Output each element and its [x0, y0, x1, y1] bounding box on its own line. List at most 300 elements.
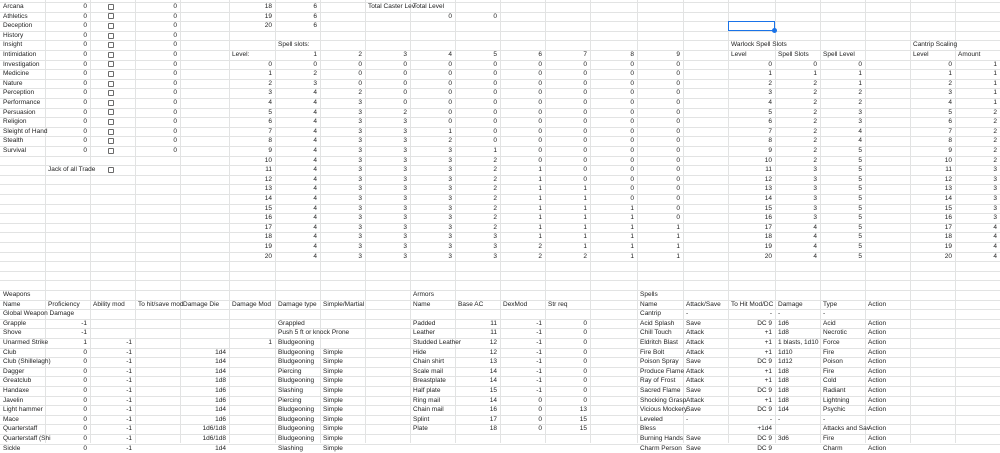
spell-slot-count[interactable]: 3	[358, 137, 362, 145]
warlock-cell[interactable]: 13	[764, 185, 772, 193]
spell-cell[interactable]: DC 9	[757, 387, 772, 394]
spell-name[interactable]: Vicious Mockery	[640, 406, 688, 414]
skill-bonus[interactable]: 0	[173, 12, 177, 20]
cantrip-cell[interactable]: 5	[948, 108, 952, 116]
spell-cell[interactable]: 1d10	[778, 348, 793, 356]
skill-name[interactable]: Insight	[3, 41, 23, 49]
weapon-cell[interactable]: 1d8	[215, 377, 226, 385]
spell-slot-count[interactable]: 1	[538, 195, 542, 202]
cantrip-cell[interactable]: 3	[993, 185, 997, 193]
weapon-cell[interactable]: 1d6	[215, 396, 226, 404]
warlock-cell[interactable]: 2	[813, 79, 817, 87]
cantrip-cell[interactable]: 10	[944, 156, 952, 164]
cantrip-cell[interactable]: 0	[948, 60, 952, 68]
spell-table-level[interactable]: 14	[264, 195, 272, 202]
weapon-cell[interactable]: -1	[126, 406, 132, 414]
weapon-cell[interactable]: 0	[83, 377, 87, 385]
proficiency-checkbox[interactable]	[108, 109, 114, 115]
warlock-cell[interactable]: 18	[764, 233, 772, 241]
warlock-cell[interactable]: 20	[764, 252, 772, 260]
armor-name[interactable]: Hide	[413, 348, 427, 356]
spell-slot-count[interactable]: 3	[403, 118, 407, 126]
spell-slot-count[interactable]: 0	[630, 127, 634, 135]
spell-slot-header[interactable]: 2	[358, 51, 362, 58]
weapon-cell[interactable]: 1d6/1d8	[202, 425, 226, 433]
weapon-cell[interactable]: Slashing	[278, 444, 303, 452]
spell-slot-count[interactable]: 0	[583, 147, 587, 154]
cantrip-cell[interactable]: 19	[944, 243, 952, 250]
spell-slot-count[interactable]: 1	[630, 243, 634, 250]
spell-cell[interactable]: Action	[868, 435, 887, 442]
warlock-cell[interactable]: 5	[858, 214, 862, 222]
spell-name[interactable]: Charm Person	[640, 444, 682, 452]
weapon-cell[interactable]: 1	[268, 339, 272, 346]
spell-cell[interactable]: 1d6	[778, 319, 789, 327]
spell-slot-header[interactable]: 4	[448, 51, 452, 58]
spell-slot-count[interactable]: 1	[630, 233, 634, 241]
spell-slot-count[interactable]: 3	[403, 137, 407, 145]
spell-name[interactable]: Shocking Grasp	[640, 396, 687, 404]
spell-slot-count[interactable]: 1	[583, 243, 587, 250]
spell-table-level[interactable]: 8	[268, 137, 272, 145]
spell-table-level[interactable]: 12	[264, 175, 272, 183]
skill-name[interactable]: Medicine	[3, 70, 30, 78]
weapon-cell[interactable]: 0	[83, 406, 87, 414]
skill-modifier[interactable]: 0	[83, 99, 87, 106]
skill-bonus[interactable]: 0	[173, 51, 177, 58]
spell-slot-count[interactable]: 3	[403, 214, 407, 222]
cantrip-cell[interactable]: 15	[944, 204, 952, 212]
spell-slot-count[interactable]: 3	[403, 195, 407, 202]
skill-name[interactable]: Survival	[3, 147, 27, 154]
cantrip-cell[interactable]: 1	[993, 99, 997, 106]
weapon-cell[interactable]: 0	[83, 387, 87, 394]
spell-slot-count[interactable]: 3	[403, 127, 407, 135]
spell-cell[interactable]: Action	[868, 358, 887, 366]
spell-slot-count[interactable]: 0	[583, 127, 587, 135]
spell-slot-count[interactable]: 2	[538, 243, 542, 250]
weapon-cell[interactable]: Simple	[323, 415, 343, 423]
spell-table-level[interactable]: 19	[264, 243, 272, 250]
warlock-cell[interactable]: 12	[764, 175, 772, 183]
weapon-cell[interactable]: Bludgeoning	[278, 348, 315, 356]
spell-slot-count[interactable]: 2	[358, 89, 362, 97]
spell-cell[interactable]: 3d6	[778, 435, 789, 442]
armor-cell[interactable]: -1	[536, 339, 542, 346]
spell-slot-count[interactable]: 0	[630, 137, 634, 145]
spell-slot-header[interactable]: 1	[313, 51, 317, 58]
spells-header[interactable]: Name	[640, 300, 658, 308]
spell-slot-count[interactable]: 2	[493, 156, 497, 164]
skill-bonus[interactable]: 0	[173, 89, 177, 97]
spell-slot-count[interactable]: 0	[493, 137, 497, 145]
spell-slot-count[interactable]: 0	[538, 70, 542, 78]
spell-slot-count[interactable]: 0	[583, 108, 587, 116]
spell-table-level[interactable]: 5	[268, 108, 272, 116]
spell-table-level[interactable]: 1	[268, 70, 272, 78]
armor-cell[interactable]: 0	[538, 425, 542, 433]
spell-slot-count[interactable]: 0	[630, 185, 634, 193]
armor-name[interactable]: Splint	[413, 415, 430, 423]
spell-cell[interactable]: Attack	[686, 396, 705, 404]
spell-slot-count[interactable]: 1	[676, 223, 680, 231]
spell-slot-count[interactable]: 0	[630, 147, 634, 154]
weapon-cell[interactable]: -1	[126, 358, 132, 366]
cantrip-scaling-title[interactable]: Cantrip Scaling	[913, 41, 958, 49]
skill-bonus[interactable]: 0	[173, 79, 177, 87]
weapon-cell[interactable]: -1	[126, 348, 132, 356]
fill-handle[interactable]	[772, 28, 777, 33]
spell-slot-count[interactable]: 3	[358, 118, 362, 126]
spell-slot-count[interactable]: 1	[583, 185, 587, 193]
weapon-name[interactable]: Javelin	[3, 396, 24, 404]
weapon-cell[interactable]: Simple	[323, 396, 343, 404]
spell-table-level[interactable]: 16	[264, 214, 272, 222]
prof-level[interactable]: 19	[264, 12, 272, 20]
warlock-cell[interactable]: 5	[858, 195, 862, 202]
warlock-cell[interactable]: 16	[764, 214, 772, 222]
warlock-cell[interactable]: 7	[768, 127, 772, 135]
spell-slot-count[interactable]: 0	[630, 175, 634, 183]
spell-cell[interactable]: -	[778, 415, 781, 423]
spell-slot-count[interactable]: 0	[493, 60, 497, 68]
total-caster-level-value[interactable]: 0	[448, 12, 452, 20]
cantrip-cell[interactable]: 1	[993, 70, 997, 78]
spell-slot-count[interactable]: 0	[630, 60, 634, 68]
selected-cell[interactable]	[728, 21, 775, 31]
weapon-cell[interactable]: 0	[83, 367, 87, 375]
spell-cell[interactable]: Save	[686, 387, 701, 394]
weapon-cell[interactable]: 0	[83, 425, 87, 433]
spell-cell[interactable]: Save	[686, 406, 701, 414]
spell-table-level[interactable]: 7	[268, 127, 272, 135]
spell-slot-count[interactable]: 3	[448, 166, 452, 174]
spell-slot-count[interactable]: 0	[676, 185, 680, 193]
armor-cell[interactable]: 15	[579, 425, 587, 433]
skill-bonus[interactable]: 0	[173, 137, 177, 145]
armor-cell[interactable]: 13	[489, 358, 497, 366]
spell-slot-count[interactable]: 4	[313, 243, 317, 250]
armor-cell[interactable]: 13	[579, 406, 587, 414]
spell-slot-count[interactable]: 3	[448, 175, 452, 183]
cantrip-cell[interactable]: 20	[944, 252, 952, 260]
proficiency-checkbox[interactable]	[108, 23, 114, 29]
spell-slot-count[interactable]: 0	[676, 175, 680, 183]
spell-slot-count[interactable]: 0	[676, 60, 680, 68]
spell-name[interactable]: Burning Hands	[640, 435, 683, 442]
spell-slot-count[interactable]: 1	[538, 166, 542, 174]
spell-slot-count[interactable]: 0	[538, 79, 542, 87]
spell-slot-count[interactable]: 0	[676, 147, 680, 154]
warlock-cell[interactable]: 2	[858, 89, 862, 97]
weapons-header[interactable]: Proficiency	[48, 300, 80, 308]
warlock-cell[interactable]: 2	[768, 79, 772, 87]
cantrip-cell[interactable]: 3	[993, 166, 997, 174]
proficiency-checkbox[interactable]	[108, 52, 114, 58]
weapon-cell[interactable]: -1	[126, 387, 132, 394]
spell-table-level[interactable]: 15	[264, 204, 272, 212]
skill-modifier[interactable]: 0	[83, 22, 87, 30]
warlock-cell[interactable]: 8	[768, 137, 772, 145]
spells-header[interactable]: Type	[823, 300, 838, 308]
warlock-cell[interactable]: 2	[813, 89, 817, 97]
spells-title[interactable]: Spells	[640, 291, 658, 298]
warlock-cell[interactable]: 5	[768, 108, 772, 116]
spell-slot-count[interactable]: 0	[583, 166, 587, 174]
spell-cell[interactable]: -	[823, 310, 826, 318]
warlock-cell[interactable]: 19	[764, 243, 772, 250]
armor-cell[interactable]: -1	[536, 367, 542, 375]
skill-modifier[interactable]: 0	[83, 118, 87, 126]
spell-slot-count[interactable]: 4	[313, 204, 317, 212]
spell-slot-header[interactable]: 6	[538, 51, 542, 58]
spell-slot-count[interactable]: 0	[403, 60, 407, 68]
skill-modifier[interactable]: 0	[83, 60, 87, 68]
skill-name[interactable]: Athletics	[3, 12, 28, 20]
weapon-cell[interactable]: Grappled	[278, 319, 305, 327]
weapon-cell[interactable]: 1d6	[215, 387, 226, 394]
total-level-value[interactable]: 0	[493, 12, 497, 20]
spell-slot-count[interactable]: 3	[403, 147, 407, 154]
armor-cell[interactable]: 12	[489, 348, 497, 356]
spell-slot-count[interactable]: 2	[403, 108, 407, 116]
weapon-cell[interactable]: 0	[83, 435, 87, 442]
weapon-cell[interactable]: Piercing	[278, 396, 302, 404]
spell-table-level[interactable]: 11	[265, 166, 272, 174]
skill-name[interactable]: Persuasion	[3, 108, 36, 116]
spell-slot-count[interactable]: 2	[583, 252, 587, 260]
weapon-cell[interactable]: Simple	[323, 377, 343, 385]
spell-slot-count[interactable]: 3	[358, 204, 362, 212]
spell-cell[interactable]: +1d4	[757, 425, 772, 433]
spell-slot-count[interactable]: 0	[676, 204, 680, 212]
warlock-cell[interactable]: 2	[813, 147, 817, 154]
skill-bonus[interactable]: 0	[173, 118, 177, 126]
proficiency-checkbox[interactable]	[108, 119, 114, 125]
proficiency-checkbox[interactable]	[108, 13, 114, 19]
spell-slot-count[interactable]: 2	[313, 70, 317, 78]
proficiency-checkbox[interactable]	[108, 33, 114, 39]
armor-cell[interactable]: 11	[490, 329, 497, 337]
cantrip-cell[interactable]: 6	[948, 118, 952, 126]
weapon-name[interactable]: Dagger	[3, 367, 25, 375]
armor-cell[interactable]: 12	[489, 339, 497, 346]
spell-slot-count[interactable]: 0	[493, 118, 497, 126]
spell-cell[interactable]: Action	[868, 406, 887, 414]
spell-slot-count[interactable]: 3	[448, 195, 452, 202]
spell-cell[interactable]: Psychic	[823, 406, 846, 414]
spell-cell[interactable]: +1	[764, 348, 772, 356]
armor-cell[interactable]: 0	[583, 339, 587, 346]
spell-table-level[interactable]: 4	[268, 99, 272, 106]
spell-slot-count[interactable]: 3	[403, 252, 407, 260]
spell-slot-count[interactable]: 4	[313, 175, 317, 183]
skill-modifier[interactable]: 0	[83, 31, 87, 39]
cantrip-cell[interactable]: 1	[948, 70, 952, 78]
spell-cell[interactable]: 1d4	[778, 406, 789, 414]
armor-name[interactable]: Half plate	[413, 387, 441, 394]
spell-slot-count[interactable]: 1	[538, 233, 542, 241]
weapon-cell[interactable]: Push 5 ft or knock Prone	[278, 329, 350, 337]
weapon-cell[interactable]: -1	[126, 425, 132, 433]
spell-slot-header[interactable]: 3	[403, 51, 407, 58]
armor-cell[interactable]: -1	[536, 329, 542, 337]
weapons-header[interactable]: Damage Die	[183, 300, 220, 308]
weapons-header[interactable]: Simple/Martial	[323, 300, 365, 308]
spell-slot-count[interactable]: 3	[448, 233, 452, 241]
spell-slot-count[interactable]: 3	[358, 166, 362, 174]
spell-slots-label[interactable]: Spell slots:	[278, 41, 310, 49]
spell-slot-count[interactable]: 1	[538, 185, 542, 193]
spell-slot-count[interactable]: 4	[313, 185, 317, 193]
skill-name[interactable]: Investigation	[3, 60, 40, 68]
spell-slot-count[interactable]: 3	[358, 252, 362, 260]
spell-slot-count[interactable]: 4	[313, 233, 317, 241]
weapon-cell[interactable]: Bludgeoning	[278, 425, 315, 433]
spell-slot-count[interactable]: 3	[448, 223, 452, 231]
prof-bonus[interactable]: 6	[313, 3, 317, 10]
spell-slot-count[interactable]: 4	[313, 195, 317, 202]
weapon-cell[interactable]: Simple	[323, 406, 343, 414]
spell-slot-count[interactable]: 0	[358, 70, 362, 78]
prof-level[interactable]: 18	[264, 3, 272, 10]
spell-slot-count[interactable]: 0	[538, 137, 542, 145]
weapon-name[interactable]: Mace	[3, 415, 19, 423]
armor-name[interactable]: Studded Leather	[413, 339, 462, 346]
skill-name[interactable]: Intimidation	[3, 51, 37, 58]
armor-cell[interactable]: 0	[583, 319, 587, 327]
proficiency-checkbox[interactable]	[108, 4, 114, 10]
weapon-cell[interactable]: -1	[126, 339, 132, 346]
armor-cell[interactable]: 15	[489, 387, 497, 394]
skill-name[interactable]: Sleight of Hand	[3, 127, 48, 135]
weapon-cell[interactable]: Simple	[323, 444, 343, 452]
weapon-cell[interactable]: Simple	[323, 425, 343, 433]
spell-slot-count[interactable]: 0	[493, 89, 497, 97]
warlock-cell[interactable]: 4	[813, 252, 817, 260]
spell-slot-count[interactable]: 0	[676, 70, 680, 78]
warlock-cell[interactable]: 4	[768, 99, 772, 106]
armor-cell[interactable]: 0	[538, 406, 542, 414]
weapon-name[interactable]: Club	[3, 348, 17, 356]
warlock-cell[interactable]: 6	[768, 118, 772, 126]
spell-cell[interactable]: +1	[764, 329, 772, 337]
spell-cell[interactable]: Attacks and Sav	[823, 425, 870, 433]
warlock-cell[interactable]: 5	[858, 175, 862, 183]
cantrip-cell[interactable]: 7	[948, 127, 952, 135]
global-weapon-damage-label[interactable]: Global Weapon Damage	[3, 310, 75, 318]
spell-slot-count[interactable]: 0	[583, 118, 587, 126]
armor-cell[interactable]: -1	[536, 377, 542, 385]
spell-table-level[interactable]: 17	[264, 223, 272, 231]
cantrip-cell[interactable]: 3	[948, 89, 952, 97]
weapon-cell[interactable]: Simple	[323, 367, 343, 375]
weapon-cell[interactable]: Bludgeoning	[278, 406, 315, 414]
spell-slot-count[interactable]: 0	[583, 175, 587, 183]
spells-header[interactable]: Attack/Save	[686, 300, 721, 308]
spell-slot-count[interactable]: 1	[538, 175, 542, 183]
spell-slot-count[interactable]: 1	[630, 252, 634, 260]
spell-slot-count[interactable]: 0	[448, 70, 452, 78]
armor-name[interactable]: Breastplate	[413, 377, 446, 385]
cantrip-cell[interactable]: 4	[993, 252, 997, 260]
skill-modifier[interactable]: 0	[83, 12, 87, 20]
spell-cell[interactable]: DC 9	[757, 406, 772, 414]
spell-cell[interactable]: Radiant	[823, 387, 846, 394]
spell-slot-count[interactable]: 4	[313, 214, 317, 222]
spell-slot-count[interactable]: 0	[630, 79, 634, 87]
skill-bonus[interactable]: 0	[173, 3, 177, 10]
spell-slot-count[interactable]: 0	[448, 60, 452, 68]
spell-slot-count[interactable]: 3	[448, 252, 452, 260]
cantrip-cell[interactable]: 2	[993, 118, 997, 126]
weapon-cell[interactable]: -1	[81, 329, 87, 337]
armors-header[interactable]: DexMod	[503, 300, 528, 308]
spell-slot-count[interactable]: 0	[630, 99, 634, 106]
armor-cell[interactable]: 0	[538, 396, 542, 404]
spell-name[interactable]: Bless	[640, 425, 656, 433]
spells-header[interactable]: To Hit Mod/DC	[731, 300, 774, 308]
spell-cell[interactable]: Action	[868, 444, 887, 452]
weapon-cell[interactable]: 0	[83, 348, 87, 356]
warlock-cell[interactable]: 0	[768, 60, 772, 68]
warlock-cell[interactable]: 2	[813, 118, 817, 126]
cantrip-cell[interactable]: 11	[945, 166, 952, 174]
warlock-cell[interactable]: 3	[858, 108, 862, 116]
spell-slot-count[interactable]: 0	[676, 79, 680, 87]
weapon-cell[interactable]: Simple	[323, 358, 343, 366]
weapon-cell[interactable]: Slashing	[278, 387, 303, 394]
total-caster-level-label[interactable]: Total Caster Lev	[368, 3, 415, 10]
skill-modifier[interactable]: 0	[83, 3, 87, 10]
skill-bonus[interactable]: 0	[173, 22, 177, 30]
skill-modifier[interactable]: 0	[83, 79, 87, 87]
cantrip-cell[interactable]: 3	[993, 175, 997, 183]
spell-level-label[interactable]: Level:	[232, 51, 250, 58]
skill-bonus[interactable]: 0	[173, 147, 177, 154]
warlock-cell[interactable]: 9	[768, 147, 772, 154]
spell-slot-count[interactable]: 3	[358, 175, 362, 183]
armor-name[interactable]: Ring mail	[413, 396, 441, 404]
warlock-cell[interactable]: 3	[813, 175, 817, 183]
warlock-cell[interactable]: 3	[768, 89, 772, 97]
spell-slot-count[interactable]: 3	[358, 99, 362, 106]
cantrip-cell[interactable]: 3	[993, 214, 997, 222]
armors-header[interactable]: Base AC	[458, 300, 484, 308]
spell-slot-count[interactable]: 0	[493, 99, 497, 106]
skill-bonus[interactable]: 0	[173, 99, 177, 106]
spell-table-level[interactable]: 10	[264, 156, 272, 164]
cantrip-cell[interactable]: 3	[993, 204, 997, 212]
spell-table-level[interactable]: 13	[264, 185, 272, 193]
spell-slot-count[interactable]: 4	[313, 166, 317, 174]
skill-modifier[interactable]: 0	[83, 70, 87, 78]
skill-bonus[interactable]: 0	[173, 41, 177, 49]
spell-slot-count[interactable]: 3	[403, 223, 407, 231]
weapon-cell[interactable]: -1	[81, 319, 87, 327]
weapon-cell[interactable]: Bludgeoning	[278, 435, 315, 442]
skill-modifier[interactable]: 0	[83, 137, 87, 145]
spell-slot-count[interactable]: 1	[630, 214, 634, 222]
spell-slot-count[interactable]: 0	[630, 70, 634, 78]
cantrip-cell[interactable]: 2	[993, 156, 997, 164]
spell-slot-count[interactable]: 0	[676, 214, 680, 222]
spell-slot-count[interactable]: 0	[630, 195, 634, 202]
weapon-cell[interactable]: -1	[126, 367, 132, 375]
spell-slot-count[interactable]: 2	[493, 195, 497, 202]
spell-slot-count[interactable]: 0	[676, 166, 680, 174]
armors-title[interactable]: Armors	[413, 291, 434, 298]
